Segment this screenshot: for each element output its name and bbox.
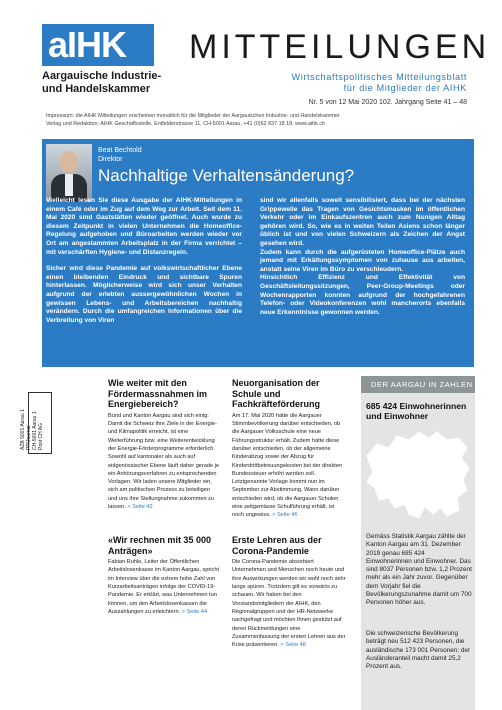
editorial-paragraph: Hinsichtlich Effizienz und Effektivität von Geschäftsleitungssitzungen, Peer-Group-Meetings oder Wochenrapporten konnten aufgrund der hochgefahrenen Telefon- oder Videokonferenzen wohl mancherorts ebenfalls neue Erkenntnisse gewonnen werden. xyxy=(260,274,465,316)
article-title: Wie weiter mit den Fördermassnahmen im Energiebereich? xyxy=(108,378,208,410)
article-teaser-corona xyxy=(232,535,346,649)
organisation-name-line1: Aargauische Industrie- xyxy=(42,70,162,82)
article-body: Am 17. Mai 2020 hätte die Aargauer Stimmbevölkerung darüber entschieden, ob die Aargauer Volksschule eine neue Führungsstruktur erhält. Zudem hätte diese darüber entschieden, ob der allgemeine Kinderabzug sowie der Abzug für Kinderdrittbetreuungskosten bei der direkten Bundessteuer erhöht werden soll. Letztgenannte Vorlage kommt nun im September zur Abstimmung. Wann darüber entschieden wird, ob die Aargauer Schulen eine zeitgemässe Schulführung erhält, ist noch ungewiss. xyxy=(232,412,343,519)
sidebar-stat: 685 424 Einwohnerinnen und Einwohner xyxy=(366,401,467,421)
editorial-paragraph: Sicher wird diese Pandemie auf volkswirtschaftlicher Ebene einen bleibenden Eindruck und sichtbare Spuren hinterlassen. Möglicherweise wird sich unser Verhalten aufgrund der erlebten aussergewöhnlichen Wochen in gewissen Lebens- und Arbeitsbereichen nachhaltig verändern. Durch die umfangreichen Informationen über die Verbreitung von Viren xyxy=(46,265,242,324)
editorial-column-right xyxy=(260,197,465,325)
article-teaser-interview xyxy=(108,535,220,616)
article-page-link[interactable]: > Seite 44 xyxy=(181,608,208,615)
sidebar-heading: DER AARGAU IN ZAHLEN xyxy=(361,376,475,393)
editorial-paragraph: Vielleicht lesen Sie diese Ausgabe der AIHK-Mitteilungen in einem Café oder im Zug auf dem Weg zur Arbeit. Seit dem 11. Mai 2020 sind Gaststätten wieder geöffnet. Auch wurde zu diesem Zeitpunkt in vielen Unternehmen die Homeoffice-Regelung aufgehoben und Büroarbeiten werden wieder vor Ort am angestammten Arbeitsplatz in der Firma verrichtet – mit verschärften Hygiene- und Distanzregeln. xyxy=(46,197,242,256)
article-teaser-energy xyxy=(108,378,220,511)
editorial-column-left xyxy=(46,197,242,333)
editorial-paragraph: Zudem kann durch die aufgerüsteten Homeoffice-Plätze auch jemand mit Erkältungssymptomen von zuhause aus arbeiten, anstatt seine Viren im Büro zu verschleudern. xyxy=(260,248,465,273)
sidebar-paragraph: Gemäss Statistik Aargau zählte der Kanton Aargau am 31. Dezember 2019 genau 685 424 Einwohnerinnen und Einwohner. Das sind 8037 Personen bzw. 1,2 Prozent mehr als ein Jahr zuvor. Gegenüber dem Vorjahr fiel die Bevölkerungszunahme damit um 700 Personen höher aus. xyxy=(366,533,472,607)
article-title: Erste Lehren aus der Corona-Pandemie xyxy=(232,535,322,556)
impressum-line1: Impressum: die AIHK Mitteilungen erscheinen monatlich für die Mitglieder der Aargauischen Industrie- und Handelskammer xyxy=(46,113,340,119)
editorial-paragraph: sind wir allenfalls soweit sensibilisiert, dass bei der nächsten Grippewelle das Tragen von Gesichtsmasken im öffentlichen Verkehr oder im Einkaufszentren auch zum Nsnigen Alltag gehören wird. So, wie es in weiten Teilen Asiens schon länger üblich ist und von vielen Schweizern als Zeichen der Angst gesehen wird. xyxy=(260,197,465,247)
article-body: Fabian Ruhle, Leiter der Öffentlichen Arbeitslosenkasse im Kanton Aargau, spricht im Interview über die extrem hohe Zahl von Kurzarbeitsanträgen infolge der COVID-19-Pandemie. Er erklärt, was Unternehmen tun können, um den Arbeitslosenkassen die Auszahlungen zu erleichtern. xyxy=(108,559,220,615)
article-page-link[interactable]: > Seite 42 xyxy=(127,504,153,511)
author-photo-face xyxy=(60,151,78,173)
mailing-label-text: AZB 5001 Aarau 1 PP/Journal CH-5001 Aarau 1 Post CH AG xyxy=(20,409,44,450)
article-title: «Wir rechnen mit 35 000 Anträgen» xyxy=(108,535,211,556)
organisation-name xyxy=(42,70,161,96)
author-name: Beat Bechtold xyxy=(98,147,142,154)
mailing-label xyxy=(20,392,52,454)
author-photo xyxy=(46,144,92,202)
tagline xyxy=(282,72,467,94)
impressum-line2: Verlag und Redaktion: AIHK Geschäftsstelle, Entfelderstrasse 11, CH-5001 Aarau, +41 (0)62 837 18 18, www.aihk.ch xyxy=(46,121,326,127)
organisation-name-line2: und Handelskammer xyxy=(42,83,151,95)
sidebar-paragraph: Die schweizerische Bevölkerung beträgt neu 512 423 Personen, die ausländische 173 001 Personen; der Ausländeranteil macht damit 25,2 Prozent aus. xyxy=(366,630,471,671)
article-body: Bund und Kanton Aargau sind sich einig: Damit die Schweiz ihre Ziele in der Energie- und Klimapolitik erreicht, ist eine Weiterführung bzw. eine Weiterentwicklung der Energie-Förderprogramme erforderlich. Sowohl auf kantonaler als auch auf eidgenössischer Ebene läuft daher gerade je ein Anhörungsverfahren zu entsprechenden Vorlagen. Wir laden unsere Mitglieder ein, sich am politischen Prozess zu beteiligen und uns ihre Stellungnahme zukommen zu lassen. xyxy=(108,412,220,511)
article-page-link[interactable]: > Seite 46 xyxy=(272,512,298,519)
issue-info: Nr. 5 von 12 Mai 2020 102. Jahrgang Seite 41 – 48 xyxy=(308,99,467,106)
tagline-line1: Wirtschaftspolitisches Mitteilungsblatt xyxy=(291,72,467,82)
author-role: Direktor xyxy=(98,156,123,163)
article-teaser-school xyxy=(232,378,346,520)
aihk-logo: aIHK xyxy=(48,24,127,65)
author-photo-shirt xyxy=(65,174,73,196)
article-page-link[interactable]: > Seite 48 xyxy=(280,642,306,649)
masthead-title: MITTEILUNGEN xyxy=(189,28,491,66)
impressum xyxy=(46,112,466,128)
aargau-map-icon xyxy=(363,426,473,524)
editorial-title: Nachhaltige Verhaltensänderung? xyxy=(98,166,355,185)
article-body: Die Corona-Pandemie absorbiert Unternehmen und Menschen noch heute und ihre Auswirkungen werden wir wohl noch sehr lange spüren. Trotzdem gilt es vorwärts zu schauen. Wir haben bei den Vorstandsmitgliedern der AIHK, den Regionalgruppen und der HR-Netzwerke nachgefragt und möchten Ihnen gestützt auf deren Rückmeldungen eine Zusammenfassung der ersten Lehren aus der Krise präsentieren. xyxy=(232,559,346,649)
article-title: Neuorganisation der Schule und Fachkräfteförderung xyxy=(232,378,321,410)
author-byline xyxy=(98,146,142,164)
tagline-line2: für die Mitglieder der AIHK xyxy=(343,83,467,93)
